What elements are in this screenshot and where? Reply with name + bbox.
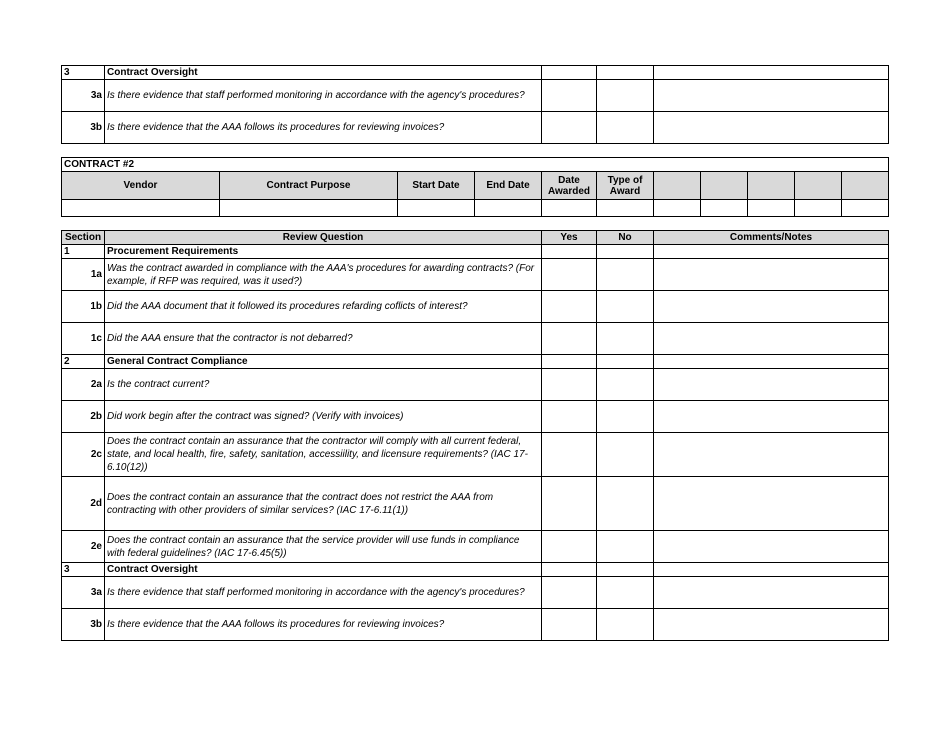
yes-cell[interactable] <box>542 369 597 401</box>
yes-cell[interactable] <box>542 477 597 531</box>
question-text: Is there evidence that staff performed monitoring in accordance with the agency's procedures? <box>105 577 542 609</box>
question-id: 2e <box>62 531 105 563</box>
yes-cell[interactable] <box>542 577 597 609</box>
section-number: 3 <box>62 66 105 80</box>
blank-cell[interactable] <box>795 200 842 217</box>
comments-cell[interactable] <box>654 433 889 477</box>
comments-cell[interactable] <box>654 80 889 112</box>
header-blank <box>842 172 889 200</box>
yes-cell[interactable] <box>542 259 597 291</box>
question-id: 1c <box>62 323 105 355</box>
question-id: 2c <box>62 433 105 477</box>
yes-cell[interactable] <box>542 291 597 323</box>
blank-cell[interactable] <box>701 200 748 217</box>
no-cell[interactable] <box>597 563 654 577</box>
header-no: No <box>597 231 654 245</box>
question-id: 3b <box>62 609 105 641</box>
date-awarded-cell[interactable] <box>542 200 597 217</box>
yes-cell[interactable] <box>542 531 597 563</box>
no-cell[interactable] <box>597 245 654 259</box>
header-contract-purpose: Contract Purpose <box>220 172 398 200</box>
no-cell[interactable] <box>597 259 654 291</box>
header-yes: Yes <box>542 231 597 245</box>
yes-cell[interactable] <box>542 66 597 80</box>
question-id: 3a <box>62 80 105 112</box>
no-cell[interactable] <box>597 323 654 355</box>
question-text: Does the contract contain an assurance that the service provider will use funds in compliance with federal guidelines? (IAC 17-6.45(5)) <box>105 531 542 563</box>
no-cell[interactable] <box>597 433 654 477</box>
header-start-date: Start Date <box>398 172 475 200</box>
vendor-cell[interactable] <box>62 200 220 217</box>
header-end-date: End Date <box>475 172 542 200</box>
type-of-award-cell[interactable] <box>597 200 654 217</box>
no-cell[interactable] <box>597 112 654 144</box>
question-text: Is the contract current? <box>105 369 542 401</box>
comments-cell[interactable] <box>654 259 889 291</box>
question-id: 3b <box>62 112 105 144</box>
no-cell[interactable] <box>597 609 654 641</box>
comments-cell[interactable] <box>654 245 889 259</box>
question-id: 2d <box>62 477 105 531</box>
question-text: Was the contract awarded in compliance with the AAA's procedures for awarding contracts? (For example, if RFP was required, was it used?) <box>105 259 542 291</box>
section-number: 2 <box>62 355 105 369</box>
header-date-awarded: Date Awarded <box>542 172 597 200</box>
section-number: 1 <box>62 245 105 259</box>
question-id: 3a <box>62 577 105 609</box>
no-cell[interactable] <box>597 531 654 563</box>
yes-cell[interactable] <box>542 563 597 577</box>
contract-title: CONTRACT #2 <box>62 158 889 172</box>
comments-cell[interactable] <box>654 531 889 563</box>
header-vendor: Vendor <box>62 172 220 200</box>
section-title: Contract Oversight <box>105 66 542 80</box>
contract-table <box>61 157 889 217</box>
review-table <box>61 230 889 641</box>
no-cell[interactable] <box>597 355 654 369</box>
header-type-of-award: Type of Award <box>597 172 654 200</box>
comments-cell[interactable] <box>654 477 889 531</box>
comments-cell[interactable] <box>654 609 889 641</box>
no-cell[interactable] <box>597 477 654 531</box>
blank-cell[interactable] <box>842 200 889 217</box>
comments-cell[interactable] <box>654 563 889 577</box>
header-blank <box>654 172 701 200</box>
yes-cell[interactable] <box>542 112 597 144</box>
no-cell[interactable] <box>597 369 654 401</box>
header-comments: Comments/Notes <box>654 231 889 245</box>
question-text: Did work begin after the contract was signed? (Verify with invoices) <box>105 401 542 433</box>
comments-cell[interactable] <box>654 323 889 355</box>
comments-cell[interactable] <box>654 577 889 609</box>
comments-cell[interactable] <box>654 355 889 369</box>
no-cell[interactable] <box>597 291 654 323</box>
yes-cell[interactable] <box>542 323 597 355</box>
yes-cell[interactable] <box>542 609 597 641</box>
header-blank <box>701 172 748 200</box>
question-text: Is there evidence that the AAA follows its procedures for reviewing invoices? <box>105 609 542 641</box>
section-number: 3 <box>62 563 105 577</box>
contract-purpose-cell[interactable] <box>220 200 398 217</box>
question-id: 2b <box>62 401 105 433</box>
question-text: Is there evidence that the AAA follows its procedures for reviewing invoices? <box>105 112 542 144</box>
question-id: 1a <box>62 259 105 291</box>
no-cell[interactable] <box>597 577 654 609</box>
top-oversight-table <box>61 65 889 144</box>
header-blank <box>748 172 795 200</box>
no-cell[interactable] <box>597 401 654 433</box>
question-text: Is there evidence that staff performed monitoring in accordance with the agency's procedures? <box>105 80 542 112</box>
question-id: 2a <box>62 369 105 401</box>
yes-cell[interactable] <box>542 245 597 259</box>
question-text: Does the contract contain an assurance that the contract does not restrict the AAA from contracting with other providers of similar services? (IAC 17-6.11(1)) <box>105 477 542 531</box>
yes-cell[interactable] <box>542 80 597 112</box>
comments-cell[interactable] <box>654 401 889 433</box>
yes-cell[interactable] <box>542 355 597 369</box>
question-text: Did the AAA document that it followed its procedures refarding coflicts of interest? <box>105 291 542 323</box>
header-blank <box>795 172 842 200</box>
yes-cell[interactable] <box>542 401 597 433</box>
no-cell[interactable] <box>597 66 654 80</box>
section-title: Contract Oversight <box>105 563 542 577</box>
question-text: Does the contract contain an assurance that the contractor will comply with all current federal, state, and local health, fire, safety, sanitation, accessiility, and licensure requirements? (IAC 17-6.10(12)) <box>105 433 542 477</box>
yes-cell[interactable] <box>542 433 597 477</box>
blank-cell[interactable] <box>748 200 795 217</box>
no-cell[interactable] <box>597 80 654 112</box>
comments-cell[interactable] <box>654 369 889 401</box>
comments-cell[interactable] <box>654 112 889 144</box>
section-title: Procurement Requirements <box>105 245 542 259</box>
question-text: Did the AAA ensure that the contractor is not debarred? <box>105 323 542 355</box>
header-review-question: Review Question <box>105 231 542 245</box>
comments-cell[interactable] <box>654 291 889 323</box>
comments-cell[interactable] <box>654 66 889 80</box>
section-title: General Contract Compliance <box>105 355 542 369</box>
question-id: 1b <box>62 291 105 323</box>
blank-cell[interactable] <box>654 200 701 217</box>
end-date-cell[interactable] <box>475 200 542 217</box>
header-section: Section <box>62 231 105 245</box>
start-date-cell[interactable] <box>398 200 475 217</box>
